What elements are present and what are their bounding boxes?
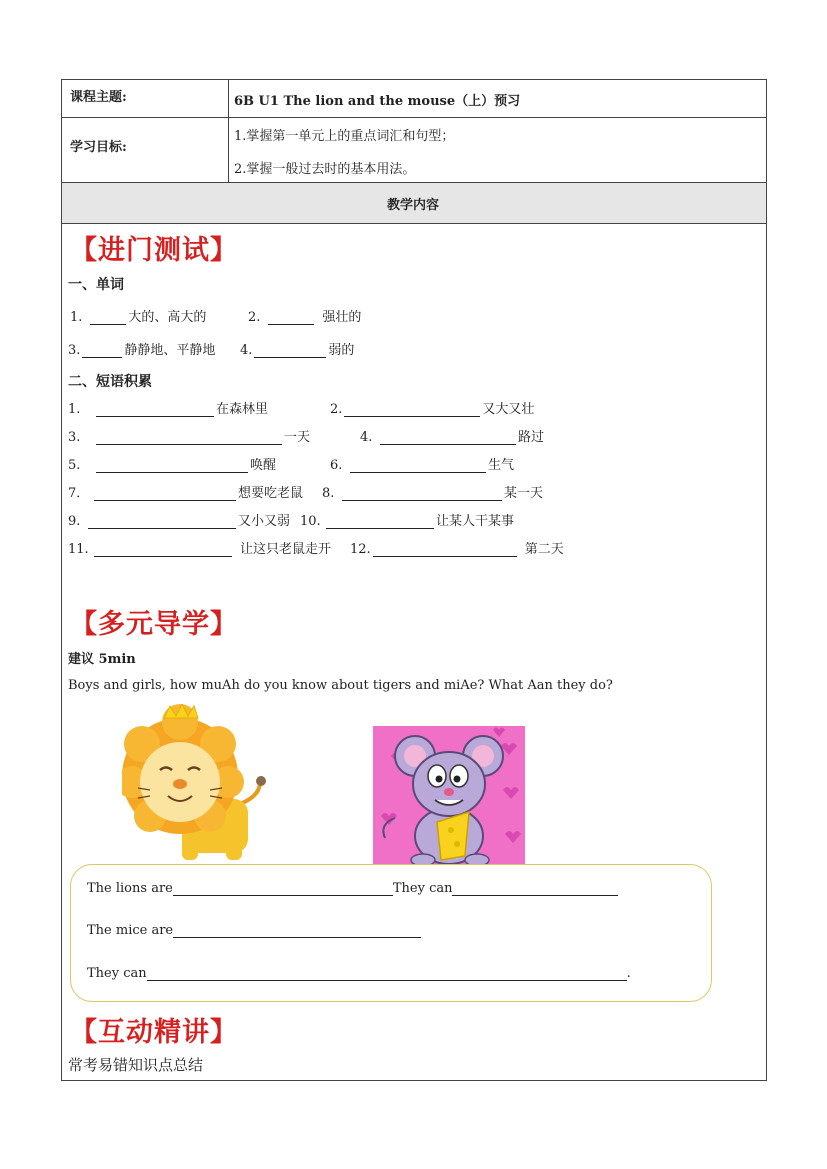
phrase-item: 12. 第二天 bbox=[350, 542, 564, 557]
phrase-item: 11. 让这只老鼠走开 bbox=[68, 542, 332, 557]
phrase-item: 8. 某一天 bbox=[322, 486, 544, 501]
answer-blank[interactable] bbox=[268, 312, 314, 325]
answer-blank[interactable] bbox=[94, 544, 232, 557]
answer-blank[interactable] bbox=[88, 516, 236, 529]
word-item: 1. 大的、高大的 bbox=[70, 310, 207, 325]
goal-item-1: 1.掌握第一单元上的重点词汇和句型； bbox=[234, 129, 455, 144]
phrases-heading: 二、短语积累 bbox=[68, 374, 152, 390]
topic-value: 6B U1 The lion and the mouse（上）预习 bbox=[234, 94, 521, 109]
phrase-item: 4. 路过 bbox=[360, 430, 545, 445]
answer-blank[interactable] bbox=[344, 404, 480, 417]
answer-blank[interactable] bbox=[90, 312, 126, 325]
phrase-item: 6. 生气 bbox=[330, 458, 515, 473]
words-heading: 一、单词 bbox=[68, 277, 124, 293]
phrase-item: 9. 又小又弱 bbox=[68, 514, 291, 529]
goal-label: 学习目标: bbox=[70, 140, 127, 155]
answer-blank[interactable] bbox=[82, 345, 122, 358]
mice-answer-line: The mice are bbox=[87, 923, 421, 938]
word-item: 2. 强壮的 bbox=[248, 310, 362, 325]
answer-blank[interactable] bbox=[350, 460, 486, 473]
lion-cartoon-icon bbox=[122, 704, 272, 864]
goal-item-2: 2.掌握一般过去时的基本用法。 bbox=[234, 162, 416, 177]
phrase-item: 3. 一天 bbox=[68, 430, 311, 445]
phrase-item: 1. 在森林里 bbox=[68, 402, 269, 417]
phrase-item: 10. 让某人干某事 bbox=[300, 514, 515, 529]
answer-box bbox=[70, 864, 712, 1002]
suggestion-time: 建议 5min bbox=[68, 652, 136, 667]
answer-blank[interactable] bbox=[96, 460, 248, 473]
worksheet-page bbox=[61, 79, 767, 1081]
section-title-guide: 【多元导学】 bbox=[70, 609, 238, 640]
header-divider-1 bbox=[62, 117, 766, 118]
header-divider-3 bbox=[62, 223, 766, 224]
header-column-divider bbox=[228, 80, 229, 182]
lions-can-blank[interactable] bbox=[452, 883, 618, 896]
topic-label: 课程主题: bbox=[70, 90, 127, 105]
mice-can-line: They can . bbox=[87, 966, 631, 981]
answer-blank[interactable] bbox=[254, 345, 326, 358]
lions-answer-line: The lions are They can bbox=[87, 881, 618, 896]
answer-blank[interactable] bbox=[342, 488, 502, 501]
mouse-cartoon-icon bbox=[373, 726, 525, 866]
lions-are-blank[interactable] bbox=[173, 883, 393, 896]
section-title-interact: 【互动精讲】 bbox=[70, 1017, 238, 1048]
phrase-item: 5. 唤醒 bbox=[68, 458, 277, 473]
section-title-test: 【进门测试】 bbox=[70, 235, 238, 266]
phrase-item: 7． 想要吃老鼠 bbox=[68, 486, 304, 501]
answer-blank[interactable] bbox=[380, 432, 516, 445]
header-divider-2 bbox=[62, 182, 766, 183]
answer-blank[interactable] bbox=[96, 404, 214, 417]
content-label: 教学内容 bbox=[387, 198, 440, 213]
answer-blank[interactable] bbox=[94, 488, 236, 501]
guide-question: Boys and girls, how muAh do you know about tigers and miAe? What Aan they do? bbox=[68, 678, 613, 693]
answer-blank[interactable] bbox=[96, 432, 282, 445]
interact-subtitle: 常考易错知识点总结 bbox=[68, 1056, 204, 1074]
answer-blank[interactable] bbox=[373, 544, 517, 557]
phrase-item: 2. 又大又壮 bbox=[330, 402, 535, 417]
word-item: 4. 弱的 bbox=[240, 343, 355, 358]
word-item: 3. 静静地、平静地 bbox=[68, 343, 216, 358]
answer-blank[interactable] bbox=[326, 516, 434, 529]
mice-can-blank[interactable] bbox=[147, 968, 627, 981]
mice-are-blank[interactable] bbox=[173, 925, 421, 938]
